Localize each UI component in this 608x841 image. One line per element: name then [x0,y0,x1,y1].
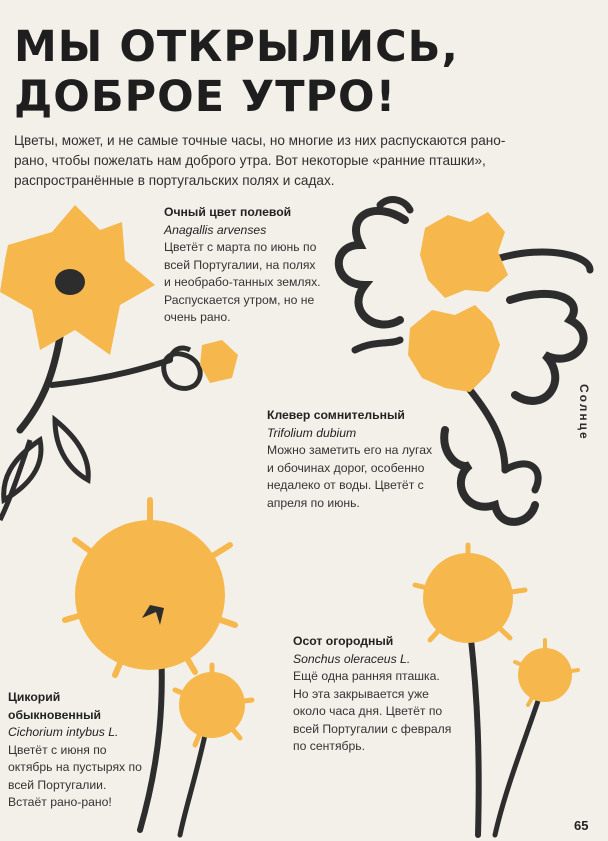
plant-name: Цикорий обыкновенный [8,690,102,722]
plant-latin-name: Sonchus oleraceus L. [293,651,411,666]
plant-description-text: Цветёт с июня по октябрь на пустырях по всей Португалии. Встаёт рано-рано! [8,742,142,809]
page-title [14,22,459,122]
plant-description-sow-thistle [293,633,455,756]
plant-name: Очный цвет полевой [164,205,292,219]
plant-latin-name: Anagallis arvenses [164,222,267,237]
plant-latin-name: Cichorium intybus L. [8,725,119,739]
plant-description-clover [267,407,437,512]
plant-latin-name: Trifolium dubium [267,425,357,440]
section-side-label: Солнце [577,384,591,441]
plant-name: Осот огородный [293,634,394,648]
title-line-2: ДОБРОЕ УТРО! [14,72,397,122]
plant-description-pimpernel [164,204,324,327]
title-line-1: МЫ ОТКРЫЛИСЬ, [14,22,459,72]
plant-description-chicory [8,689,148,812]
plant-description-text: Ещё одна ранняя пташка. Но эта закрывается уже около часа дня. Цветёт по всей Португалии с февраля по сентябрь. [293,669,452,753]
intro-paragraph: Цветы, может, и не самые точные часы, но многие из них распускаются рано-рано, чтобы пожелать нам доброго утра. Вот некоторые «ранние пташки», распространённые в португальских полях и садах. [14,133,506,188]
plant-description-text: Цветёт с марта по июнь по всей Португалии, на полях и необрабо-танных землях. Распускается утром, но не очень рано. [164,240,321,324]
plant-name: Клевер сомнительный [267,408,405,422]
page-number: 65 [574,818,589,833]
plant-description-text: Можно заметить его на лугах и обочинах дорог, особенно недалеко от воды. Цветёт с апреля по июнь. [267,443,433,510]
